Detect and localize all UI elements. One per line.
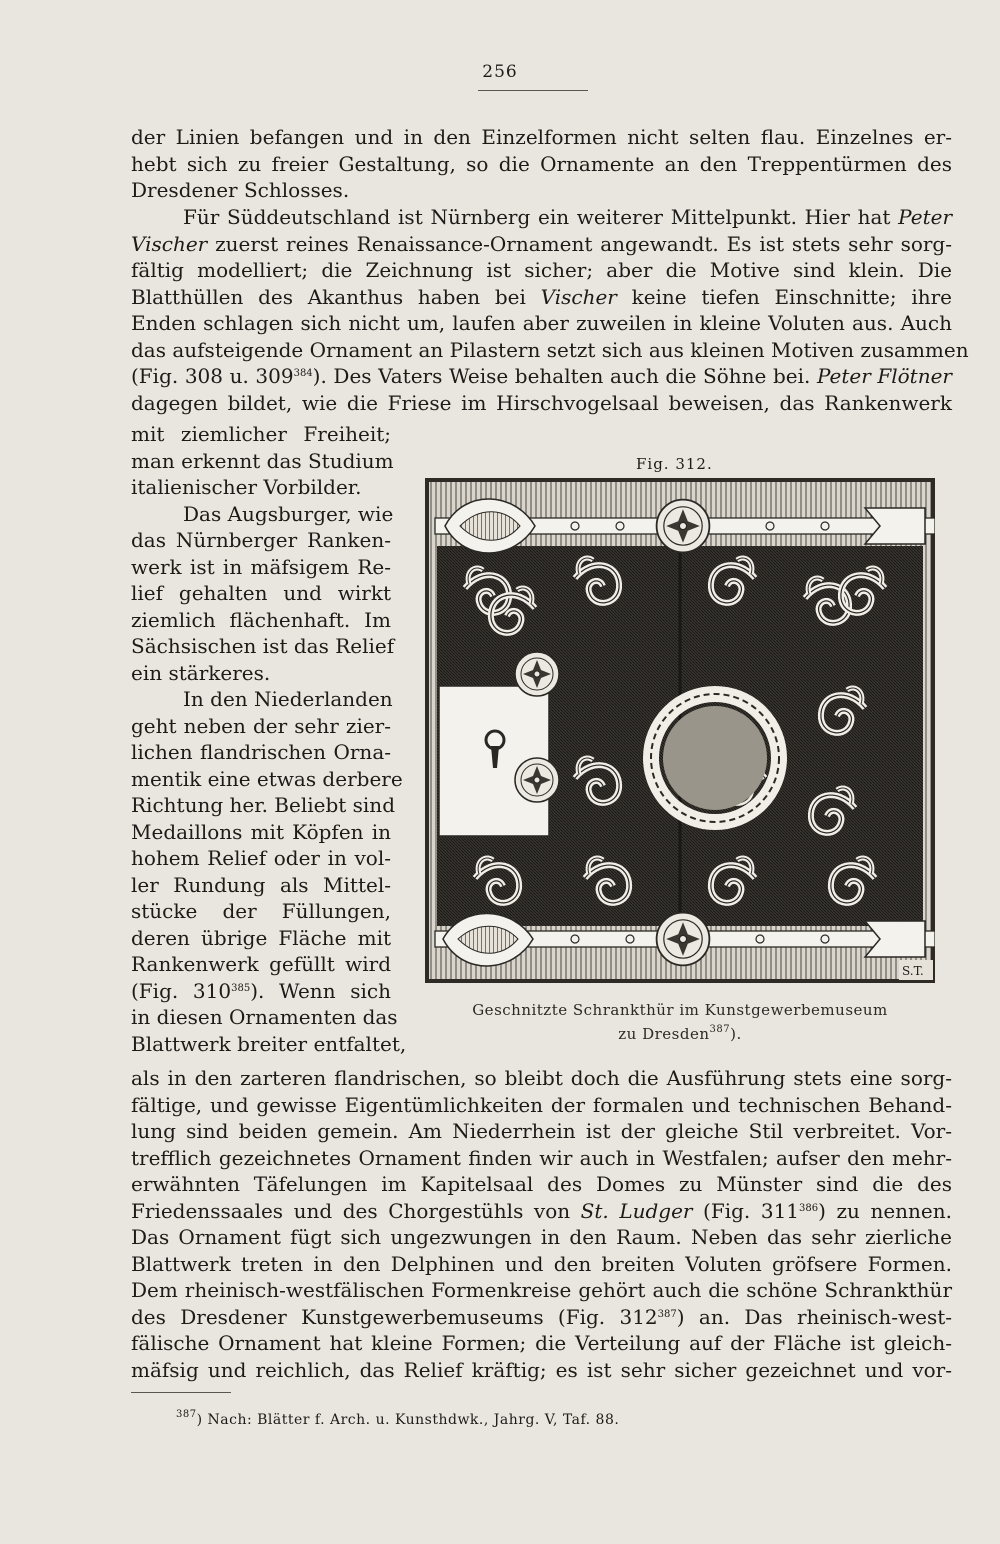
text-line: (Fig. $310^{385}$). Wenn sich	[131, 978, 391, 1003]
text-line: werk ist in mäfsigem Re-	[131, 554, 391, 579]
text-line: Für Süddeutschland ist Nürnberg ein weiterer Mittelpunkt. Hier hat Peter	[183, 205, 952, 229]
text-line: lichen flandrischen Orna-	[131, 740, 391, 764]
text-line: hohem Relief oder in vol-	[131, 846, 391, 870]
text-line: fältig modelliert; die Zeichnung ist sicher; aber die Motive sind klein. Die	[131, 258, 952, 282]
text-line: Medaillons mit Köpfen in	[131, 819, 391, 844]
page-number: 256	[482, 62, 518, 82]
text-line: Friedenssaales und des Chorgestühls von St. Ludger (Fig. $311^{386}$) zu nennen.	[131, 1198, 953, 1223]
figure-monogram: S.T.	[902, 964, 924, 978]
text-line: mit ziemlicher Freiheit;	[131, 422, 391, 446]
text-column-left	[131, 421, 407, 1057]
text-line: Das Augsburger, wie	[183, 501, 394, 526]
text-line: Blatthüllen des Akanthus haben bei Vischer keine tiefen Einschnitte; ihre	[131, 284, 952, 309]
paragraph-nuremberg	[131, 204, 969, 416]
text-line: ein stärkeres.	[131, 660, 271, 685]
text-line: erwähnten Täfelungen im Kapitelsaal des Domes zu Münster sind die des	[131, 1172, 952, 1196]
text-line: dagegen bildet, wie die Friese im Hirschvogelsaal beweisen, das Rankenwerk	[131, 390, 952, 415]
text-line: fältige, und gewisse Eigentümlichkeiten der formalen und technischen Behand-	[131, 1092, 952, 1117]
text-line: Vischer zuerst reines Renaissance-Ornament angewandt. Es ist stets sehr sorg-	[131, 231, 952, 256]
text-line: ziemlich flächenhaft. Im	[131, 607, 391, 632]
text-line: Blattwerk treten in den Delphinen und den breiten Voluten gröfsere Formen.	[131, 1251, 952, 1276]
text-line: italienischer Vorbilder.	[131, 475, 362, 499]
cabinet-door-engraving	[425, 478, 935, 983]
text-line: deren übrige Fläche mit	[131, 925, 391, 950]
text-line: Enden schlagen sich nicht um, laufen aber zuweilen in kleine Voluten aus. Auch	[131, 311, 952, 335]
figure-label: Fig. 312.	[636, 455, 713, 473]
footnote: $^{387}$) Nach: Blätter f. Arch. u. Kunsthdwk., Jahrg. V, Taf. 88.	[176, 1409, 620, 1428]
text-line: des Dresdener Kunstgewerbemuseums (Fig. $312^{387}$) an. Das rheinisch-west-	[131, 1304, 953, 1329]
text-line: man erkennt das Studium	[131, 448, 394, 473]
text-line: Dem rheinisch-westfälischen Formenkreise gehört auch die schöne Schrankthür	[131, 1278, 952, 1302]
text-line: das Nürnberger Ranken-	[131, 528, 391, 552]
text-line: (Fig. 308 u. $309^{384}$). Des Vaters Weise behalten auch die Söhne bei. Peter Flötner	[131, 364, 952, 388]
text-line: Blattwerk breiter entfaltet,	[131, 1031, 407, 1056]
text-line: als in den zarteren flandrischen, so bleibt doch die Ausführung stets eine sorg-	[131, 1066, 952, 1090]
text-line: lung sind beiden gemein. Am Niederrhein ist der gleiche Stil verbreitet. Vor-	[131, 1119, 952, 1143]
text-line: lief gehalten und wirkt	[131, 581, 391, 605]
text-line: Das Ornament fügt sich ungezwungen in den Raum. Neben das sehr zierliche	[131, 1225, 952, 1249]
text-line: trefflich gezeichnetes Ornament finden wir auch in Westfalen; aufser den mehr-	[131, 1145, 952, 1170]
text-line: stücke der Füllungen,	[131, 899, 391, 923]
text-line: Dresdener Schlosses.	[131, 178, 350, 202]
figure-caption	[440, 998, 920, 1046]
text-line: geht neben der sehr zier-	[131, 713, 391, 738]
text-line: Rankenwerk gefüllt wird	[131, 952, 391, 976]
figure-cabinet-door	[425, 478, 935, 983]
text-line: in diesen Ornamenten das	[131, 1005, 398, 1029]
text-line: fälische Ornament hat kleine Formen; die Verteilung auf der Fläche ist gleich-	[131, 1331, 952, 1355]
text-line: mäfsig und reichlich, das Relief kräftig; es ist sehr sicher gezeichnet und vor-	[131, 1357, 952, 1382]
text-line: der Linien befangen und in den Einzelformen nicht selten flau. Einzelnes er-	[131, 125, 952, 149]
caption-line: Geschnitzte Schrankthür im Kunstgewerbemuseum	[472, 1001, 888, 1019]
text-line: hebt sich zu freier Gestaltung, so die Ornamente an den Treppentürmen des	[131, 151, 952, 176]
text-line: ler Rundung als Mittel-	[131, 872, 391, 897]
paragraph-intro	[131, 124, 952, 204]
text-line: In den Niederlanden	[183, 687, 393, 711]
text-line: das aufsteigende Ornament an Pilastern setzt sich aus kleinen Motiven zusammen	[131, 337, 969, 362]
text-line: mentik eine etwas derbere	[131, 766, 403, 791]
caption-line: zu Dresden$^{387}$).	[618, 1024, 742, 1043]
header-rule	[478, 90, 588, 91]
paragraph-continued	[131, 1065, 952, 1383]
text-line: Richtung her. Beliebt sind	[131, 793, 395, 817]
text-line: Sächsischen ist das Relief	[131, 634, 395, 658]
footnote-rule	[131, 1392, 231, 1393]
